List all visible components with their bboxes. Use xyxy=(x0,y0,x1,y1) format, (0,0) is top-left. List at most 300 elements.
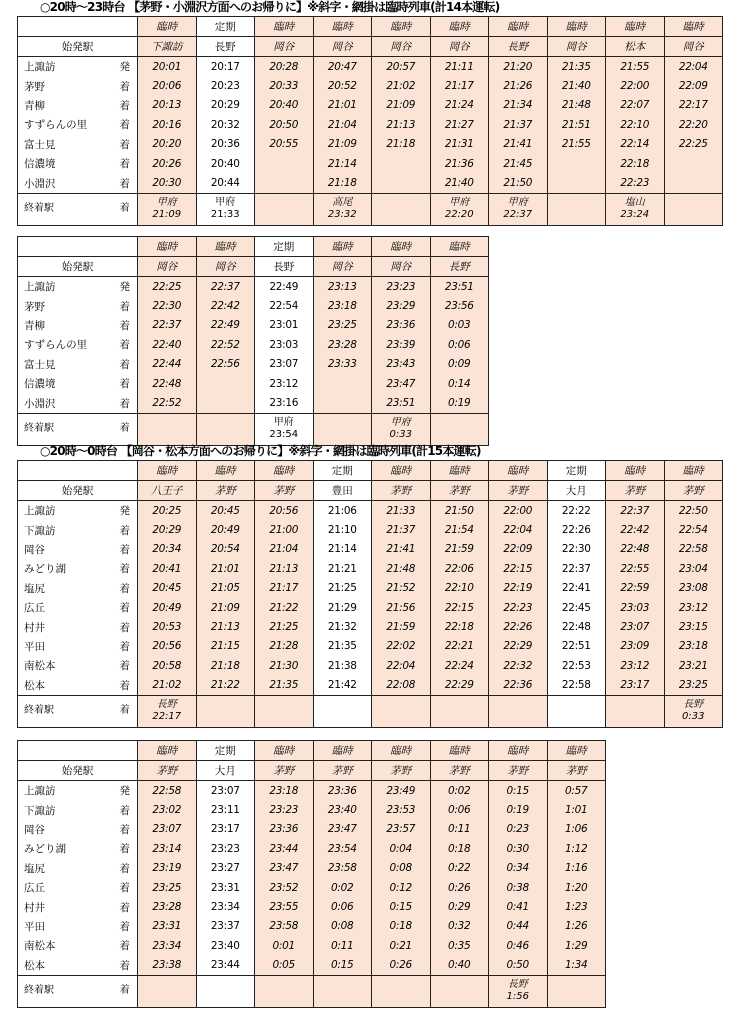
station-name: 塩尻 xyxy=(18,859,113,878)
time-cell xyxy=(255,173,314,193)
train-type-cell: 臨時 xyxy=(606,17,665,37)
time-cell: 23:27 xyxy=(196,859,255,878)
train-type-cell: 臨時 xyxy=(255,17,314,37)
station-row xyxy=(18,520,723,539)
station-name: 茅野 xyxy=(18,296,113,315)
time-cell: 21:34 xyxy=(489,96,548,115)
time-cell: 20:29 xyxy=(138,520,197,539)
time-cell: 21:02 xyxy=(138,676,197,696)
time-cell: 23:28 xyxy=(313,335,372,354)
section-title: ○20時～0時台 【岡谷・松本方面へのお帰りに】※斜字・網掛は臨時列車(計15本運転) xyxy=(40,444,481,458)
time-cell: 22:04 xyxy=(372,656,431,675)
time-cell: 22:40 xyxy=(138,335,197,354)
station-name: 下諏訪 xyxy=(18,800,113,819)
time-cell: 0:15 xyxy=(313,956,372,976)
time-cell: 21:20 xyxy=(489,57,548,77)
station-row xyxy=(18,897,606,916)
time-cell: 22:29 xyxy=(489,637,548,656)
time-cell: 22:18 xyxy=(606,154,665,173)
time-cell: 20:36 xyxy=(196,135,255,154)
time-cell: 0:03 xyxy=(430,316,489,335)
time-cell: 23:12 xyxy=(606,656,665,675)
arr-dep-mark: 着 xyxy=(113,520,138,539)
arr-dep-mark: 着 xyxy=(113,975,138,1007)
time-cell: 21:38 xyxy=(313,656,372,675)
time-cell xyxy=(547,173,606,193)
terminal-station: 塩山 xyxy=(624,197,645,209)
header-blank-cell xyxy=(18,237,138,257)
station-name: 上諏訪 xyxy=(18,501,113,521)
time-cell: 23:13 xyxy=(313,277,372,297)
terminal-cell xyxy=(138,413,197,445)
terminal-cell xyxy=(313,695,372,727)
train-type-cell: 臨時 xyxy=(313,741,372,761)
train-type-cell: 臨時 xyxy=(664,461,723,481)
time-cell xyxy=(196,393,255,413)
time-cell: 23:52 xyxy=(255,878,314,897)
train-type-cell: 臨時 xyxy=(372,17,431,37)
time-cell: 23:25 xyxy=(664,676,723,696)
origin-label: 始発駅 xyxy=(18,761,138,781)
train-type-row xyxy=(18,461,723,481)
terminal-station: 甲府 xyxy=(449,197,470,209)
time-cell: 22:10 xyxy=(606,115,665,134)
time-cell: 22:54 xyxy=(664,520,723,539)
time-cell: 1:29 xyxy=(547,936,606,955)
time-cell: 21:09 xyxy=(313,135,372,154)
time-cell: 21:51 xyxy=(547,115,606,134)
time-cell: 20:49 xyxy=(138,598,197,617)
time-cell: 23:39 xyxy=(372,335,431,354)
station-row xyxy=(18,878,606,897)
train-type-cell: 臨時 xyxy=(313,237,372,257)
time-cell: 21:13 xyxy=(255,559,314,578)
time-cell: 23:31 xyxy=(196,878,255,897)
time-cell: 21:25 xyxy=(255,617,314,636)
time-cell: 22:22 xyxy=(547,501,606,521)
time-cell: 23:51 xyxy=(430,277,489,297)
time-cell: 0:32 xyxy=(430,917,489,936)
time-cell: 23:36 xyxy=(372,316,431,335)
time-cell: 20:47 xyxy=(313,57,372,77)
station-name: 平田 xyxy=(18,637,113,656)
terminal-cell xyxy=(430,975,489,1007)
time-cell: 22:58 xyxy=(547,676,606,696)
time-cell: 23:12 xyxy=(255,374,314,393)
time-cell: 20:23 xyxy=(196,76,255,95)
time-cell: 21:45 xyxy=(489,154,548,173)
time-cell: 23:34 xyxy=(138,936,197,955)
time-cell: 22:55 xyxy=(606,559,665,578)
time-cell: 0:12 xyxy=(372,878,431,897)
train-type-row xyxy=(18,237,489,257)
time-cell: 22:19 xyxy=(489,579,548,598)
time-cell: 21:59 xyxy=(372,617,431,636)
time-cell: 20:45 xyxy=(138,579,197,598)
arr-dep-mark: 着 xyxy=(113,135,138,154)
terminal-time: 23:54 xyxy=(269,429,299,441)
origin-station-cell: 茅野 xyxy=(372,761,431,781)
station-row xyxy=(18,335,489,354)
time-cell: 21:18 xyxy=(372,135,431,154)
origin-station-cell: 長野 xyxy=(196,37,255,57)
time-cell: 23:19 xyxy=(138,859,197,878)
time-cell: 23:04 xyxy=(664,559,723,578)
time-cell: 22:49 xyxy=(255,277,314,297)
terminal-station: 甲府 xyxy=(215,197,236,209)
time-cell: 23:44 xyxy=(196,956,255,976)
time-cell: 21:11 xyxy=(430,57,489,77)
origin-station-cell: 岡谷 xyxy=(664,37,723,57)
time-cell: 23:58 xyxy=(255,917,314,936)
time-cell: 23:15 xyxy=(664,617,723,636)
terminal-cell xyxy=(489,975,548,1007)
time-cell: 22:37 xyxy=(547,559,606,578)
terminal-time: 0:33 xyxy=(389,429,412,441)
time-cell: 20:44 xyxy=(196,173,255,193)
time-cell: 21:41 xyxy=(372,540,431,559)
train-type-cell: 臨時 xyxy=(547,17,606,37)
terminal-row xyxy=(18,975,606,1007)
terminal-time: 21:33 xyxy=(210,209,240,221)
time-cell: 22:26 xyxy=(547,520,606,539)
time-cell: 21:50 xyxy=(430,501,489,521)
time-cell: 22:17 xyxy=(664,96,723,115)
terminal-station: 甲府 xyxy=(507,197,528,209)
time-cell: 23:38 xyxy=(138,956,197,976)
terminal-cell xyxy=(489,193,548,225)
time-cell: 23:47 xyxy=(313,820,372,839)
time-cell: 21:31 xyxy=(430,135,489,154)
time-cell: 22:14 xyxy=(606,135,665,154)
origin-station-cell: 茅野 xyxy=(489,761,548,781)
time-cell: 22:10 xyxy=(430,579,489,598)
origin-label: 始発駅 xyxy=(18,257,138,277)
terminal-cell xyxy=(547,193,606,225)
origin-station-cell: 岡谷 xyxy=(547,37,606,57)
arr-dep-mark: 着 xyxy=(113,540,138,559)
time-cell: 0:06 xyxy=(430,335,489,354)
station-name: 岡谷 xyxy=(18,820,113,839)
train-type-cell: 臨時 xyxy=(489,461,548,481)
time-cell: 23:36 xyxy=(313,781,372,801)
terminal-cell xyxy=(196,695,255,727)
station-name: 平田 xyxy=(18,917,113,936)
time-cell: 21:30 xyxy=(255,656,314,675)
time-cell: 23:51 xyxy=(372,393,431,413)
time-cell: 20:50 xyxy=(255,115,314,134)
station-row xyxy=(18,598,723,617)
time-cell: 23:57 xyxy=(372,820,431,839)
time-cell: 22:54 xyxy=(255,296,314,315)
time-cell: 0:09 xyxy=(430,355,489,374)
origin-station-cell: 岡谷 xyxy=(430,37,489,57)
time-cell: 20:49 xyxy=(196,520,255,539)
arr-dep-mark: 着 xyxy=(113,695,138,727)
time-cell: 22:09 xyxy=(489,540,548,559)
time-cell: 22:52 xyxy=(196,335,255,354)
time-cell: 22:48 xyxy=(547,617,606,636)
header-blank-cell xyxy=(18,461,138,481)
time-cell: 20:30 xyxy=(138,173,197,193)
arr-dep-mark: 着 xyxy=(113,579,138,598)
time-cell: 22:32 xyxy=(489,656,548,675)
train-type-cell: 臨時 xyxy=(372,741,431,761)
station-name: 信濃境 xyxy=(18,154,113,173)
time-cell: 20:33 xyxy=(255,76,314,95)
terminal-station: 甲府 xyxy=(390,417,411,429)
time-cell: 0:29 xyxy=(430,897,489,916)
terminal-cell xyxy=(664,193,723,225)
timetable-table xyxy=(17,16,723,226)
time-cell: 23:25 xyxy=(313,316,372,335)
time-cell: 22:37 xyxy=(196,277,255,297)
time-cell: 23:53 xyxy=(372,800,431,819)
time-cell: 23:25 xyxy=(138,878,197,897)
time-cell: 20:45 xyxy=(196,501,255,521)
arr-dep-mark: 着 xyxy=(113,413,138,445)
time-cell: 22:48 xyxy=(606,540,665,559)
terminal-cell xyxy=(313,975,372,1007)
time-cell: 22:52 xyxy=(138,393,197,413)
time-cell: 23:09 xyxy=(606,637,665,656)
section-title: ○20時～23時台 【茅野・小淵沢方面へのお帰りに】※斜字・網掛は臨時列車(計14本運転) xyxy=(40,0,500,14)
time-cell: 0:01 xyxy=(255,936,314,955)
time-cell: 1:34 xyxy=(547,956,606,976)
time-cell: 21:40 xyxy=(430,173,489,193)
terminal-time: 1:56 xyxy=(506,991,529,1003)
time-cell: 22:49 xyxy=(196,316,255,335)
train-type-cell: 定期 xyxy=(196,741,255,761)
time-cell: 21:10 xyxy=(313,520,372,539)
time-cell: 21:37 xyxy=(372,520,431,539)
time-cell: 21:27 xyxy=(430,115,489,134)
origin-station-cell: 茅野 xyxy=(547,761,606,781)
train-type-cell: 臨時 xyxy=(489,17,548,37)
time-cell: 0:35 xyxy=(430,936,489,955)
terminal-station: 甲府 xyxy=(273,417,294,429)
terminal-time: 23:24 xyxy=(620,209,650,221)
train-type-row xyxy=(18,17,723,37)
arr-dep-mark: 着 xyxy=(113,656,138,675)
train-type-cell: 臨時 xyxy=(138,17,197,37)
time-cell: 23:17 xyxy=(196,820,255,839)
time-cell: 21:05 xyxy=(196,579,255,598)
time-cell: 20:40 xyxy=(196,154,255,173)
station-name: 松本 xyxy=(18,676,113,696)
station-row xyxy=(18,859,606,878)
arr-dep-mark: 着 xyxy=(113,316,138,335)
origin-station-cell: 岡谷 xyxy=(196,257,255,277)
time-cell: 0:02 xyxy=(313,878,372,897)
time-cell: 20:32 xyxy=(196,115,255,134)
origin-station-cell: 茅野 xyxy=(255,761,314,781)
station-name: すずらんの里 xyxy=(18,335,113,354)
time-cell: 0:06 xyxy=(313,897,372,916)
time-cell: 22:23 xyxy=(606,173,665,193)
time-cell: 21:29 xyxy=(313,598,372,617)
train-type-cell: 臨時 xyxy=(138,237,197,257)
station-name: すずらんの里 xyxy=(18,115,113,134)
time-cell: 23:17 xyxy=(606,676,665,696)
time-cell: 23:40 xyxy=(196,936,255,955)
time-cell: 21:18 xyxy=(313,173,372,193)
time-cell: 21:06 xyxy=(313,501,372,521)
time-cell: 1:06 xyxy=(547,820,606,839)
station-name: 広丘 xyxy=(18,878,113,897)
station-row xyxy=(18,316,489,335)
time-cell: 22:25 xyxy=(138,277,197,297)
terminal-row xyxy=(18,695,723,727)
arr-dep-mark: 発 xyxy=(113,277,138,297)
terminal-cell xyxy=(372,193,431,225)
terminal-time: 22:37 xyxy=(503,209,533,221)
time-cell: 23:28 xyxy=(138,897,197,916)
time-cell: 23:49 xyxy=(372,781,431,801)
time-cell: 0:26 xyxy=(430,878,489,897)
time-cell: 20:29 xyxy=(196,96,255,115)
time-cell: 22:48 xyxy=(138,374,197,393)
terminal-time: 0:33 xyxy=(682,711,705,723)
train-type-cell: 臨時 xyxy=(313,17,372,37)
origin-station-cell: 下諏訪 xyxy=(138,37,197,57)
time-cell: 21:01 xyxy=(313,96,372,115)
arr-dep-mark: 着 xyxy=(113,115,138,134)
time-cell: 20:01 xyxy=(138,57,197,77)
time-cell: 21:35 xyxy=(313,637,372,656)
time-cell: 0:34 xyxy=(489,859,548,878)
terminal-time: 21:09 xyxy=(152,209,182,221)
terminal-time: 22:17 xyxy=(152,711,182,723)
time-cell: 23:55 xyxy=(255,897,314,916)
arr-dep-mark: 着 xyxy=(113,296,138,315)
origin-station-cell: 岡谷 xyxy=(313,257,372,277)
header-blank-cell xyxy=(18,17,138,37)
station-name: 岡谷 xyxy=(18,540,113,559)
time-cell: 22:24 xyxy=(430,656,489,675)
time-cell: 23:54 xyxy=(313,839,372,858)
origin-station-cell: 茅野 xyxy=(138,761,197,781)
terminal-cell xyxy=(255,413,314,445)
terminal-cell xyxy=(664,695,723,727)
timetable-table xyxy=(17,460,723,728)
time-cell: 23:23 xyxy=(372,277,431,297)
train-type-cell: 臨時 xyxy=(255,741,314,761)
station-row xyxy=(18,115,723,134)
time-cell: 22:30 xyxy=(138,296,197,315)
station-row xyxy=(18,355,489,374)
time-cell: 23:07 xyxy=(138,820,197,839)
time-cell: 21:55 xyxy=(547,135,606,154)
time-cell: 20:56 xyxy=(138,637,197,656)
time-cell: 20:41 xyxy=(138,559,197,578)
arr-dep-mark: 発 xyxy=(113,781,138,801)
time-cell: 21:35 xyxy=(255,676,314,696)
train-type-cell: 臨時 xyxy=(138,741,197,761)
station-row xyxy=(18,501,723,521)
time-cell xyxy=(372,173,431,193)
train-type-cell: 臨時 xyxy=(664,17,723,37)
station-row xyxy=(18,173,723,193)
train-type-cell: 臨時 xyxy=(138,461,197,481)
arr-dep-mark: 着 xyxy=(113,374,138,393)
station-row xyxy=(18,579,723,598)
arr-dep-mark: 着 xyxy=(113,878,138,897)
time-cell: 23:23 xyxy=(255,800,314,819)
station-name: 上諏訪 xyxy=(18,277,113,297)
origin-station-cell: 茅野 xyxy=(664,481,723,501)
time-cell: 0:08 xyxy=(372,859,431,878)
origin-station-cell: 茅野 xyxy=(196,481,255,501)
station-name: 小淵沢 xyxy=(18,173,113,193)
arr-dep-mark: 着 xyxy=(113,96,138,115)
time-cell: 20:57 xyxy=(372,57,431,77)
time-cell: 21:01 xyxy=(196,559,255,578)
time-cell: 23:43 xyxy=(372,355,431,374)
time-cell: 21:18 xyxy=(196,656,255,675)
time-cell: 23:08 xyxy=(664,579,723,598)
origin-station-cell: 岡谷 xyxy=(313,37,372,57)
station-row xyxy=(18,393,489,413)
terminal-time: 23:32 xyxy=(327,209,357,221)
origin-station-cell: 茅野 xyxy=(430,761,489,781)
time-cell: 21:28 xyxy=(255,637,314,656)
time-cell: 21:15 xyxy=(196,637,255,656)
station-row xyxy=(18,637,723,656)
terminal-cell xyxy=(196,975,255,1007)
terminal-label: 終着駅 xyxy=(18,975,113,1007)
time-cell: 23:07 xyxy=(606,617,665,636)
time-cell: 22:53 xyxy=(547,656,606,675)
time-cell: 21:25 xyxy=(313,579,372,598)
station-name: みどり湖 xyxy=(18,559,113,578)
time-cell: 20:06 xyxy=(138,76,197,95)
time-cell: 21:26 xyxy=(489,76,548,95)
terminal-cell xyxy=(430,695,489,727)
station-name: 上諏訪 xyxy=(18,57,113,77)
station-row xyxy=(18,296,489,315)
time-cell: 20:52 xyxy=(313,76,372,95)
time-cell: 0:06 xyxy=(430,800,489,819)
time-cell: 22:45 xyxy=(547,598,606,617)
time-cell: 23:34 xyxy=(196,897,255,916)
station-row xyxy=(18,617,723,636)
terminal-cell xyxy=(372,413,431,445)
time-cell: 23:47 xyxy=(372,374,431,393)
station-name: 上諏訪 xyxy=(18,781,113,801)
origin-station-cell: 茅野 xyxy=(606,481,665,501)
arr-dep-mark: 着 xyxy=(113,173,138,193)
time-cell xyxy=(372,154,431,173)
time-cell: 21:17 xyxy=(430,76,489,95)
time-cell: 0:15 xyxy=(489,781,548,801)
origin-station-cell: 茅野 xyxy=(430,481,489,501)
station-row xyxy=(18,559,723,578)
time-cell: 22:58 xyxy=(664,540,723,559)
origin-station-cell: 茅野 xyxy=(372,481,431,501)
origin-label: 始発駅 xyxy=(18,37,138,57)
time-cell: 23:14 xyxy=(138,839,197,858)
time-cell: 22:30 xyxy=(547,540,606,559)
origin-station-cell: 長野 xyxy=(430,257,489,277)
arr-dep-mark: 着 xyxy=(113,154,138,173)
time-cell: 21:55 xyxy=(606,57,665,77)
time-cell: 23:58 xyxy=(313,859,372,878)
origin-station-cell: 茅野 xyxy=(313,761,372,781)
train-type-cell: 定期 xyxy=(547,461,606,481)
origin-row xyxy=(18,481,723,501)
time-cell: 0:19 xyxy=(430,393,489,413)
